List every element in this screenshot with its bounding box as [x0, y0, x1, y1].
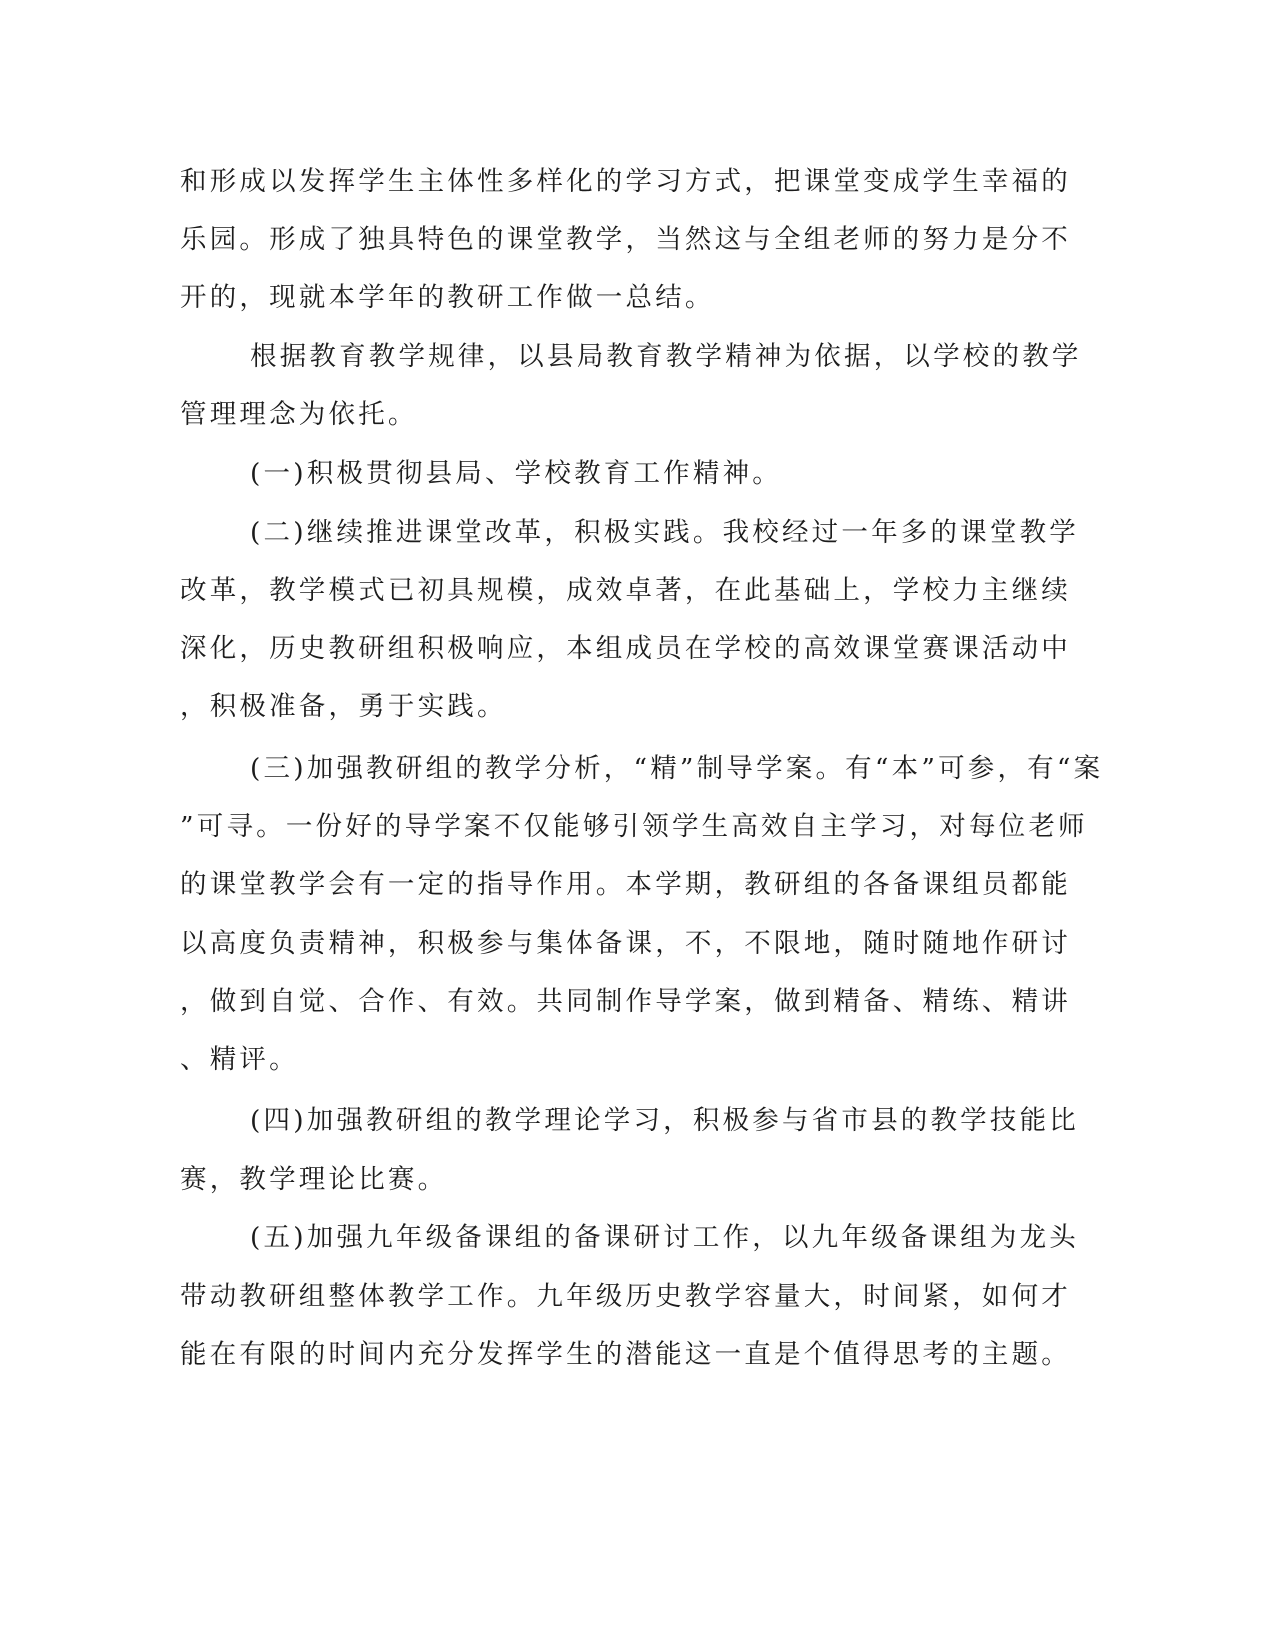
text-line: 带动教研组整体教学工作。九年级历史教学容量大，时间紧，如何才 [180, 1281, 1071, 1312]
text-line: ，做到自觉、合作、有效。共同制作导学案，做到精备、精练、精讲 [180, 986, 1071, 1017]
text-line: 的课堂教学会有一定的指导作用。本学期，教研组的各备课组员都能 [180, 869, 1071, 900]
text-line: 以高度负责精神，积极参与集体备课，不，不限地，随时随地作研讨 [180, 928, 1071, 959]
text-line: 乐园。形成了独具特色的课堂教学，当然这与全组老师的努力是分不 [180, 224, 1071, 255]
text-line: (五)加强九年级备课组的备课研讨工作，以九年级备课组为龙头 [250, 1222, 1079, 1253]
text-line: 赛，教学理论比赛。 [180, 1164, 448, 1195]
text-line: (四)加强教研组的教学理论学习，积极参与省市县的教学技能比 [250, 1105, 1079, 1136]
text-line: 开的，现就本学年的教研工作做一总结。 [180, 282, 715, 313]
text-line: 改革，教学模式已初具规模，成效卓著，在此基础上，学校力主继续 [180, 575, 1071, 606]
text-line: 能在有限的时间内充分发挥学生的潜能这一直是个值得思考的主题。 [180, 1339, 1071, 1370]
text-line: 深化，历史教研组积极响应，本组成员在学校的高效课堂赛课活动中 [180, 633, 1071, 664]
text-line: 根据教育教学规律，以县局教育教学精神为依据，以学校的教学 [250, 341, 1082, 372]
text-line: (一)积极贯彻县局、学校教育工作精神。 [250, 458, 782, 489]
text-line: 和形成以发挥学生主体性多样化的学习方式，把课堂变成学生幸福的 [180, 166, 1071, 197]
text-line: ”可寻。一份好的导学案不仅能够引领学生高效自主学习，对每位老师 [180, 811, 1088, 842]
text-line: ，积极准备，勇于实践。 [180, 691, 507, 722]
text-line: 、精评。 [180, 1044, 299, 1075]
text-line: 管理理念为依托。 [180, 399, 418, 430]
text-line: (二)继续推进课堂改革，积极实践。我校经过一年多的课堂教学 [250, 517, 1079, 548]
text-line: (三)加强教研组的教学分析，“精”制导学案。有“本”可参，有“案 [250, 753, 1104, 784]
